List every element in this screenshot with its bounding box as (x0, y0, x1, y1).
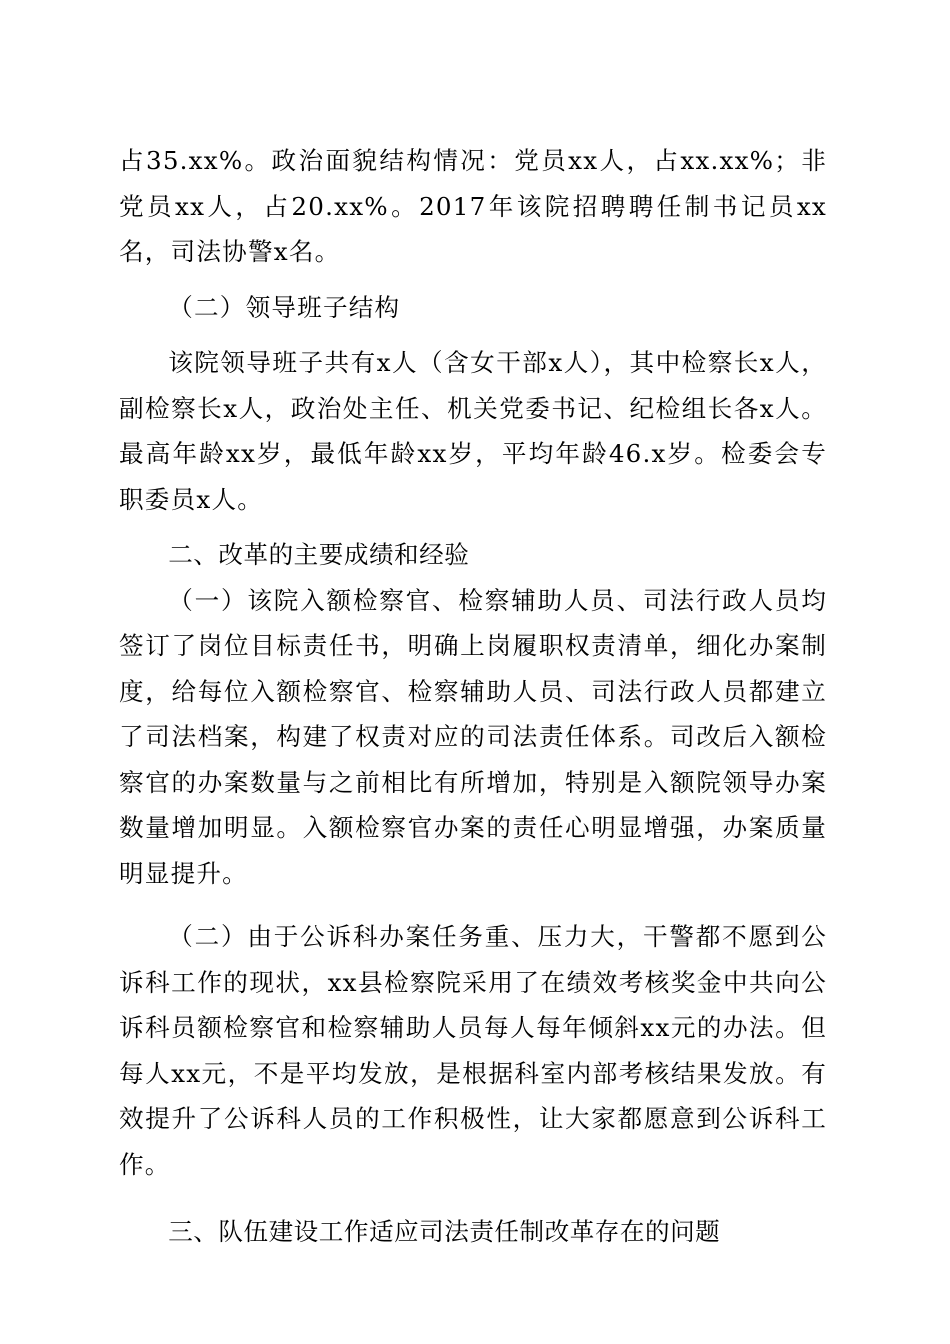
paragraph-achievement-two: （二）由于公诉科办案任务重、压力大，干警都不愿到公诉科工作的现状，xx县检察院采用了在绩效考核奖金中共向公诉科员额检察官和检察辅助人员每人每年倾斜xx元的办法。但每人xx元，不是平均发放，是根据科室内部考核结果发放。有效提升了公诉科人员的工作积极性，让大家都愿意到公诉科工作。 (119, 922, 827, 1179)
spacer (119, 522, 827, 532)
heading-reform-achievements: 二、改革的主要成绩和经验 (168, 540, 470, 569)
paragraph-leadership-structure: 该院领导班子共有x人（含女干部x人），其中检察长x人，副检察长x人，政治处主任、机关党委书记、纪检组长各x人。最高年龄xx岁，最低年龄xx岁，平均年龄46.x岁。检委会专职委员x人。 (119, 348, 827, 514)
spacer (119, 896, 827, 914)
paragraph-personnel-structure: 占35.xx%。政治面貌结构情况：党员xx人，占xx.xx%；非党员xx人，占20.xx%。2017年该院招聘聘任制书记员xx名，司法协警x名。 (119, 146, 827, 266)
subheading-leadership-structure: （二）领导班子结构 (168, 292, 401, 322)
spacer (119, 275, 827, 285)
spacer (119, 1187, 827, 1209)
document-page (119, 138, 827, 1255)
spacer (119, 330, 827, 340)
heading-existing-problems: 三、队伍建设工作适应司法责任制改革存在的问题 (168, 1217, 721, 1246)
paragraph-achievement-one: （一）该院入额检察官、检察辅助人员、司法行政人员均签订了岗位目标责任书，明确上岗履职权责清单，细化办案制度，给每位入额检察官、检察辅助人员、司法行政人员都建立了司法档案，构建了权责对应的司法责任体系。司改后入额检察官的办案数量与之前相比有所增加，特别是入额院领导办案数量增加明显。入额检察官办案的责任心明显增强，办案质量明显提升。 (119, 585, 827, 888)
